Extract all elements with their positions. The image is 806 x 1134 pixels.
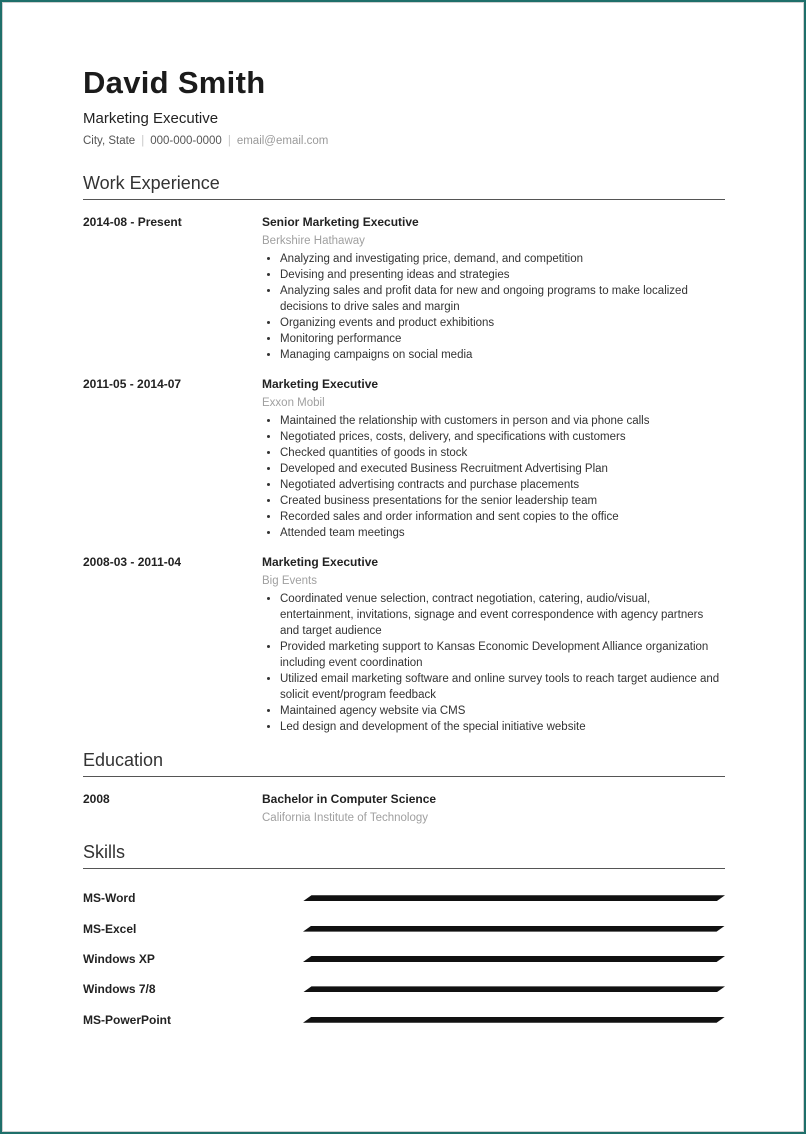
bullet-item: • Negotiated prices, costs, delivery, and specifications with customers bbox=[280, 429, 725, 445]
bullet-item: • Monitoring performance bbox=[280, 331, 725, 347]
work-entry-role: Marketing Executive bbox=[262, 555, 379, 569]
education-entries bbox=[83, 791, 725, 826]
bullet-item: • Checked quantities of goods in stock bbox=[280, 445, 725, 461]
bullet-item: • Negotiated advertising contracts and purchase placements bbox=[280, 477, 725, 493]
skill-level-track bbox=[303, 986, 725, 992]
education-body bbox=[262, 791, 725, 826]
skill-name: Windows XP bbox=[83, 951, 155, 966]
work-entry bbox=[83, 214, 725, 363]
work-entries bbox=[83, 214, 725, 735]
work-entry-company: Berkshire Hathaway bbox=[262, 235, 365, 247]
bullet-item: • Coordinated venue selection, contract negotiation, catering, audio/visual, entertainment, invitations, signage and event correspondence with agency partners and target audience bbox=[280, 591, 725, 639]
skill-name: MS-Excel bbox=[83, 921, 137, 936]
education-school: California Institute of Technology bbox=[262, 812, 428, 824]
education-section bbox=[83, 748, 725, 826]
skill-row bbox=[83, 883, 725, 913]
work-entry-date: 2014-08 - Present bbox=[83, 215, 182, 229]
skill-name: MS-PowerPoint bbox=[83, 1012, 172, 1027]
skill-row bbox=[83, 974, 725, 1004]
bullet-item: • Managing campaigns on social media bbox=[280, 347, 725, 363]
bullet-item: • Analyzing sales and profit data for new and ongoing programs to make localized decisions to drive sales and margin bbox=[280, 283, 725, 315]
skills-section bbox=[83, 840, 725, 1035]
bullet-item: • Utilized email marketing software and online survey tools to reach target audience and solicit event/program feedback bbox=[280, 671, 725, 703]
bullet-item: • Led design and development of the special initiative website bbox=[280, 719, 725, 735]
skill-level-track bbox=[303, 956, 725, 962]
education-date: 2008 bbox=[83, 792, 110, 806]
skill-level-bar bbox=[303, 895, 725, 901]
skill-level-track bbox=[303, 926, 725, 932]
skill-level-bar bbox=[303, 926, 725, 932]
bullet-item: • Devising and presenting ideas and strategies bbox=[280, 267, 725, 283]
work-entry-date: 2008-03 - 2011-04 bbox=[83, 555, 182, 569]
contact-separator: | bbox=[141, 135, 145, 147]
skill-level-bar bbox=[303, 1017, 725, 1023]
bullet-item: • Maintained agency website via CMS bbox=[280, 703, 725, 719]
work-entry-body bbox=[262, 376, 725, 541]
resume-page bbox=[2, 2, 804, 1132]
section-heading-skills: Skills bbox=[83, 840, 725, 869]
work-entry-body bbox=[262, 554, 725, 735]
skill-level-track bbox=[303, 1017, 725, 1023]
work-entry-role: Marketing Executive bbox=[262, 377, 379, 391]
contact-email: email@email.com bbox=[236, 135, 329, 147]
work-entry-bullets bbox=[262, 413, 725, 541]
contact-line bbox=[83, 133, 725, 149]
contact-location: City, State bbox=[83, 135, 136, 147]
section-heading-work: Work Experience bbox=[83, 171, 725, 200]
contact-phone: 000-000-0000 bbox=[150, 135, 222, 147]
skill-level-bar bbox=[303, 956, 725, 962]
resume-header bbox=[83, 63, 725, 149]
work-entry bbox=[83, 554, 725, 735]
work-entry-company: Exxon Mobil bbox=[262, 397, 325, 409]
work-entry bbox=[83, 376, 725, 541]
skill-row bbox=[83, 913, 725, 943]
skills-list bbox=[83, 883, 725, 1035]
work-entry-company: Big Events bbox=[262, 575, 317, 587]
resume-content bbox=[83, 63, 725, 1035]
skill-row bbox=[83, 944, 725, 974]
bullet-item: • Provided marketing support to Kansas Economic Development Alliance organization including event coordination bbox=[280, 639, 725, 671]
skill-row bbox=[83, 1005, 725, 1035]
section-heading-education: Education bbox=[83, 748, 725, 777]
bullet-item: • Organizing events and product exhibitions bbox=[280, 315, 725, 331]
skill-level-bar bbox=[303, 986, 725, 992]
bullet-item: • Developed and executed Business Recruitment Advertising Plan bbox=[280, 461, 725, 477]
bullet-item: • Maintained the relationship with customers in person and via phone calls bbox=[280, 413, 725, 429]
candidate-title: Marketing Executive bbox=[83, 110, 219, 127]
education-entry bbox=[83, 791, 725, 826]
contact-separator: | bbox=[227, 135, 231, 147]
work-entry-role: Senior Marketing Executive bbox=[262, 215, 419, 229]
work-entry-date: 2011-05 - 2014-07 bbox=[83, 377, 182, 391]
bullet-item: • Attended team meetings bbox=[280, 525, 725, 541]
candidate-name: David Smith bbox=[83, 65, 266, 100]
work-entry-bullets bbox=[262, 251, 725, 363]
bullet-item: • Recorded sales and order information and sent copies to the office bbox=[280, 509, 725, 525]
skill-name: Windows 7/8 bbox=[83, 982, 156, 997]
work-entry-bullets bbox=[262, 591, 725, 735]
education-degree: Bachelor in Computer Science bbox=[262, 792, 437, 806]
work-entry-body bbox=[262, 214, 725, 363]
bullet-item: • Analyzing and investigating price, demand, and competition bbox=[280, 251, 725, 267]
work-experience-section bbox=[83, 171, 725, 735]
skill-name: MS-Word bbox=[83, 891, 136, 906]
bullet-item: • Created business presentations for the senior leadership team bbox=[280, 493, 725, 509]
skill-level-track bbox=[303, 895, 725, 901]
